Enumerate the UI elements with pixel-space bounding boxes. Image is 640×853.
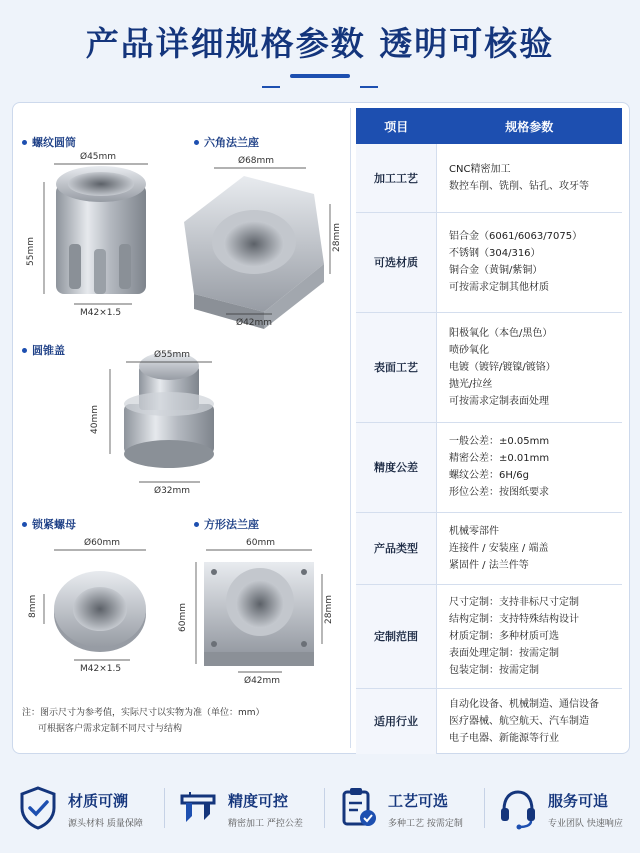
bullet-dot: [22, 348, 27, 353]
row-item: 定制范围: [356, 584, 437, 688]
part-label-cone-cap: 圆锥盖: [22, 342, 65, 358]
bullet-dot: [22, 522, 27, 527]
header-value: 规格参数: [437, 108, 623, 144]
value-line: 一般公差：±0.05mm: [449, 436, 550, 447]
row-value: [437, 144, 623, 212]
feature-separator: [164, 788, 165, 828]
value-line: 阳极氧化（本色/黑色）: [449, 327, 553, 339]
row-item: 精度公差: [356, 422, 437, 512]
feature-desc: 专业团队 快速响应: [548, 819, 623, 829]
row-item: 加工工艺: [356, 144, 437, 212]
column-divider: [350, 108, 351, 748]
feature-desc: 精密加工 严控公差: [228, 819, 303, 829]
value-line: 精密公差：±0.01mm: [449, 453, 550, 464]
table-row: [356, 422, 622, 512]
threaded-cylinder-image: [56, 166, 146, 294]
value-line: 材质定制：多种材质可选: [449, 630, 559, 642]
dim-label: 60mm: [246, 538, 275, 548]
table-row: [356, 512, 622, 584]
dim-label: Ø60mm: [84, 538, 121, 548]
feature-name: 精度可控: [228, 792, 289, 810]
feature-service: [486, 774, 640, 844]
cone-cap-image: [124, 352, 214, 468]
dim-label: Ø42mm: [236, 318, 273, 328]
row-item: 可选材质: [356, 212, 437, 312]
dim-label: M42×1.5: [80, 308, 122, 318]
dim-label: 28mm: [332, 223, 342, 252]
part-label-lock-nut: 锁紧螺母: [22, 516, 76, 532]
feature-desc: 源头材料 质量保障: [68, 819, 143, 829]
hex-flange-image: [184, 176, 324, 329]
feature-name: 工艺可选: [388, 792, 449, 810]
shield-check-icon: [18, 786, 58, 830]
value-line: 电镀（镀锌/镀镍/镀铬）: [449, 361, 556, 373]
value-line: 不锈钢（304/316）: [449, 248, 541, 259]
caliper-icon: [178, 786, 218, 830]
spec-table: [356, 108, 622, 754]
table-row: [356, 312, 622, 422]
value-line: 包装定制：按需定制: [449, 664, 539, 676]
part-label-hex-flange: 六角法兰座: [194, 134, 259, 150]
dim-label: 8mm: [28, 594, 38, 618]
value-line: 形位公差：按图纸要求: [449, 487, 549, 498]
feature-process: [326, 774, 486, 844]
value-line: 医疗器械、航空航天、汽车制造: [449, 715, 589, 727]
feature-name: 服务可追: [548, 792, 609, 810]
row-value: [437, 584, 623, 688]
value-line: 喷砂氧化: [449, 344, 489, 356]
part-label-square-flange: 方形法兰座: [194, 516, 259, 532]
feature-material: [6, 774, 166, 844]
dim-label: Ø45mm: [80, 152, 117, 162]
feature-name: 材质可溯: [68, 792, 129, 810]
dim-label: Ø68mm: [238, 156, 275, 166]
dim-label: M42×1.5: [80, 664, 122, 674]
lock-nut-image: [54, 571, 146, 652]
row-value: [437, 422, 623, 512]
value-line: 铝合金（6061/6063/7075）: [449, 231, 583, 242]
dim-label: Ø55mm: [154, 350, 191, 360]
value-line: 机械零部件: [449, 525, 499, 537]
value-line: 可按需求定制其他材质: [449, 282, 549, 293]
table-row: [356, 584, 622, 688]
note-line: 注：图示尺寸为参考值，实际尺寸以实物为准（单位：mm）: [22, 708, 265, 718]
note-line: 可根据客户需求定制不同尺寸与结构: [38, 724, 183, 734]
feature-bar: [0, 766, 640, 846]
row-value: [437, 212, 623, 312]
header-item: 项目: [356, 108, 437, 144]
feature-separator: [484, 788, 485, 828]
row-item: 适用行业: [356, 688, 437, 754]
value-line: 结构定制：支持特殊结构设计: [449, 613, 579, 625]
row-item: 产品类型: [356, 512, 437, 584]
bullet-dot: [194, 522, 199, 527]
row-value: [437, 312, 623, 422]
value-line: 电子电器、新能源等行业: [449, 732, 559, 744]
value-line: 自动化设备、机械制造、通信设备: [449, 698, 599, 710]
title-underline: [290, 74, 350, 78]
feature-separator: [324, 788, 325, 828]
feature-precision: [166, 774, 326, 844]
value-line: 抛光/拉丝: [449, 378, 493, 390]
page-title: 产品详细规格参数 透明可核验: [85, 24, 555, 63]
title-dash-left: [262, 86, 280, 88]
part-label-threaded-cylinder: 螺纹圆筒: [22, 134, 76, 150]
spec-table-header: [356, 108, 622, 144]
value-line: 铜合金（黄铜/紫铜）: [449, 265, 543, 276]
value-line: 连接件 / 安装座 / 端盖: [449, 542, 549, 554]
feature-desc: 多种工艺 按需定制: [388, 819, 463, 829]
value-line: 表面处理定制：按需定制: [449, 647, 559, 659]
square-flange-image: [204, 562, 314, 666]
dim-label: 55mm: [26, 237, 36, 266]
table-row: [356, 212, 622, 312]
value-line: 可按需求定制表面处理: [449, 395, 549, 407]
row-item: 表面工艺: [356, 312, 437, 422]
value-line: 紧固件 / 法兰件等: [449, 559, 529, 571]
row-value: [437, 688, 623, 754]
value-line: 数控车削、铣削、钻孔、攻牙等: [449, 180, 589, 192]
dim-label: 28mm: [324, 595, 334, 624]
table-row: [356, 144, 622, 212]
value-line: 螺纹公差：6H/6g: [449, 470, 529, 481]
table-row: [356, 688, 622, 754]
value-line: 尺寸定制：支持非标尺寸定制: [449, 596, 579, 608]
value-line: CNC精密加工: [449, 163, 511, 175]
parts-gallery: [14, 104, 346, 750]
dim-label: 60mm: [178, 603, 188, 632]
row-value: [437, 512, 623, 584]
dim-label: 40mm: [90, 405, 100, 434]
dimension-note: [22, 705, 342, 737]
title-dash-right: [360, 86, 378, 88]
dim-label: Ø42mm: [244, 676, 281, 686]
clipboard-check-icon: [338, 786, 378, 830]
headset-icon: [498, 786, 538, 830]
bullet-dot: [22, 140, 27, 145]
bullet-dot: [194, 140, 199, 145]
dim-label: Ø32mm: [154, 486, 191, 496]
